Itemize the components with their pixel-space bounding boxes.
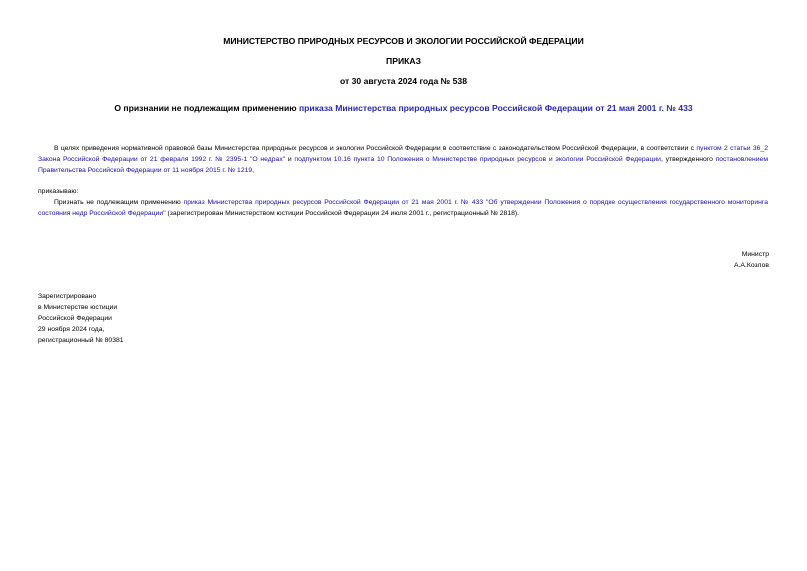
order-433-link[interactable]: приказ Министерства природных ресурсов Российской Федерации от 21 мая 2001 г. № 433 "Об утверждении Положения о порядке осуществления государственного мониторинга состояния недр Российской Федерации" [38, 199, 769, 217]
law-article-link[interactable]: пунктом 2 статьи 36_2 Закона Российской Федерации от 21 февраля 1992 г. № 2395-1 "О недрах" [38, 145, 768, 163]
order-text-1: Признать не подлежащим применению [54, 199, 184, 206]
regulation-subclause-link[interactable]: подпунктом 10.16 пункта 10 Положения о Министерстве природных ресурсов и экологии Российской Федерации [294, 156, 661, 163]
document-title [0, 103, 807, 114]
order-paragraph [38, 197, 768, 219]
signatory-name: А.А.Козлов [734, 262, 769, 269]
registration-line-4: 29 ноября 2024 года, [38, 326, 105, 333]
registration-block [38, 291, 124, 346]
title-link[interactable]: приказа Министерства природных ресурсов Российской Федерации от 21 мая 2001 г. № 433 [298, 103, 693, 113]
document-type: ПРИКАЗ [386, 56, 421, 66]
order-word: приказываю: [38, 188, 79, 195]
document-body [38, 143, 768, 219]
preamble-text-1: В целях приведения нормативной правовой базы Министерства природных ресурсов и экологии Российской Федерации в соответствие с законодательством Российской Федерации, в соответствии с [54, 145, 697, 152]
registration-line-3: Российской Федерации [38, 315, 112, 322]
preamble-text-3: , утвержденного [660, 156, 716, 163]
preamble-text-4: , [252, 167, 255, 174]
document-date-number: от 30 августа 2024 года № 538 [340, 76, 467, 86]
signature-block [734, 249, 769, 271]
preamble-text-2: и [285, 156, 295, 163]
registration-line-1: Зарегистрировано [38, 293, 97, 300]
title-prefix: О признании не подлежащим применению [114, 103, 299, 113]
government-decree-link[interactable]: постановлением Правительства Российской Федерации от 11 ноября 2015 г. № 1219 [38, 156, 769, 174]
registration-line-2: в Министерстве юстиции [38, 304, 118, 311]
preamble-paragraph [38, 143, 768, 176]
order-text-2: (зарегистрирован Министерством юстиции Российской Федерации 24 июля 2001 г., регистрационный № 2818). [165, 210, 520, 217]
registration-line-5: регистрационный № 80381 [38, 337, 124, 344]
signatory-position: Министр [741, 251, 769, 258]
ministry-name: МИНИСТЕРСТВО ПРИРОДНЫХ РЕСУРСОВ И ЭКОЛОГИИ РОССИЙСКОЙ ФЕДЕРАЦИИ [223, 36, 584, 46]
